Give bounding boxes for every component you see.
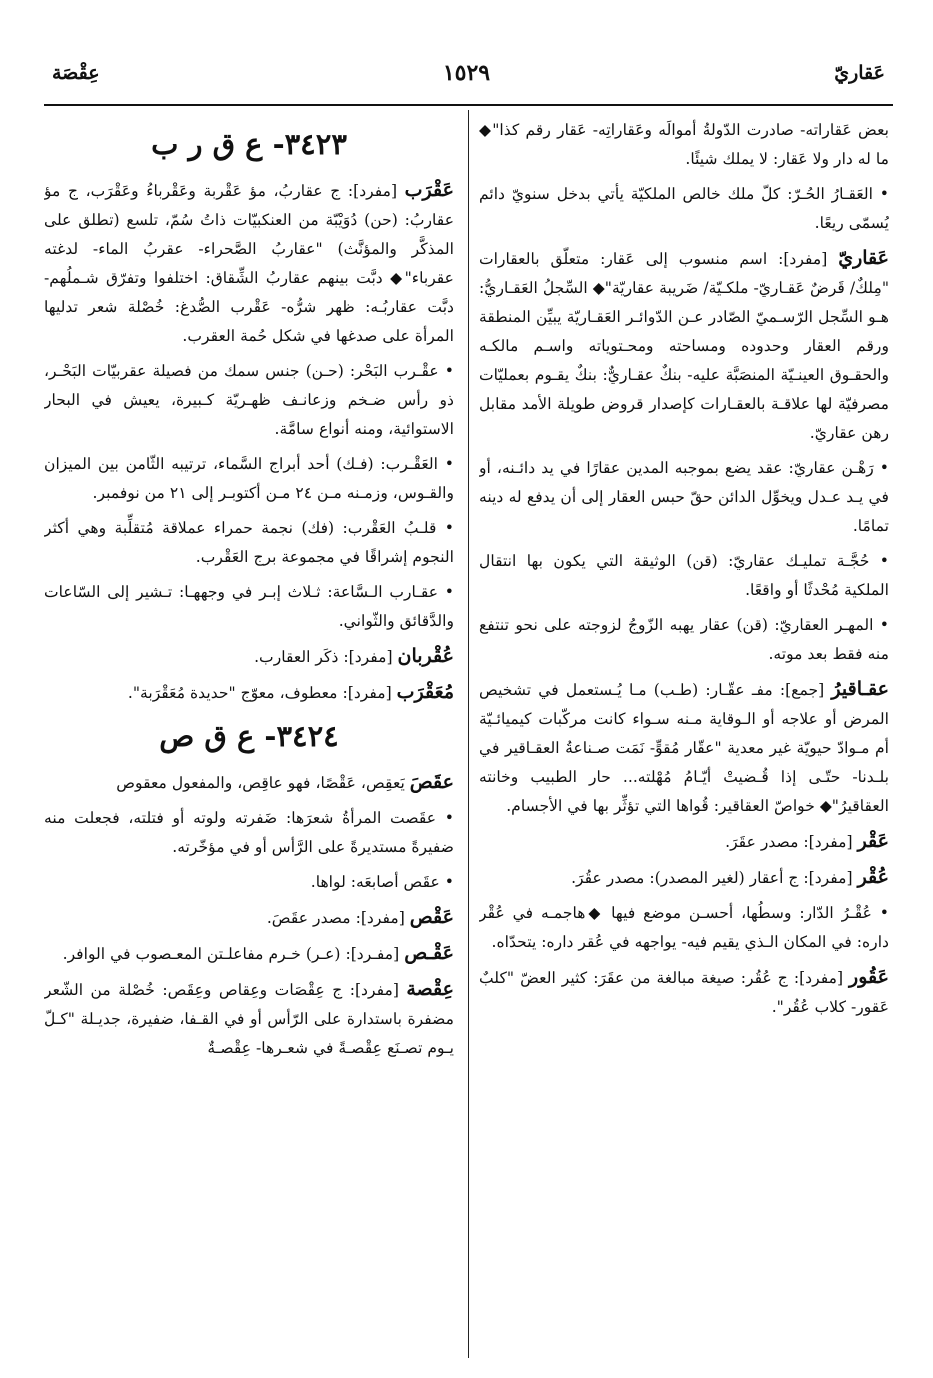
entry-text: [مفرد]: ج عقاربُ، مؤ عَقْربة وعَقْرباءُ وعَقْرَب، ج مؤ عقاربُ: (حن) دُوَيْبّة من العنكبيّات ذاتُ سُمّ، تلسع (تطلق على المذكَّر والمؤنَّث) "عقاربُ الصَّحراء- عقربُ الماء- لدغته عقرباء"◆ دبَّت بينهم عقاربُ الشِّقاق: اختلفوا وتفرّق شـملُهم- دبَّت عقاربُـه: ظهر شرُّه- عَقْرب الصُّدغ: خُصْلة شعر تدليها المرأة على صدغها في شكل حُمة العقرب.	[44, 182, 454, 345]
header-rule	[44, 104, 893, 106]
dictionary-entry	[44, 804, 454, 862]
left-column	[44, 116, 454, 1356]
dictionary-entry	[44, 357, 454, 444]
entry-text: [مفرد]: مصدر عقَصَ.	[266, 909, 410, 927]
entry-text: [مفرد]: ج أعقار (لغير المصدر): مصدر عقُرَ.	[571, 869, 858, 887]
entry-headword: عَقاريّ	[838, 247, 889, 269]
entry-headword: عَقْص	[409, 906, 454, 928]
entry-text: [مفرد]: ذكَر العقارب.	[254, 648, 398, 666]
entry-text: [مفرد]: اسم منسوب إلى عَقار: متعلّق بالعقارات "مِلكٌ/ قَرضٌ عَقـاريّ- ملكـيّة/ ضَريبة عقاريّة"◆ السِّجلُ العَقـاريُّ: هـو السِّجل الرّسـميّ الصّادر عـن الدّوائـر العَقـاريّة يبيِّن المنطقة ورقم العقار وحدوده ومساحته ومحـتوياته واسـم مالكـه والحقـوق العينـيّة المنصَبَّة عليه- بنكٌ عقـاريٌّ: بنكٌ يقـوم بعمليّات مصرفيّة لها علاقـة بالعقـارات كإصدار قروض طويلة الأمد مقابل رهن عقاريّ.	[479, 250, 889, 442]
dictionary-entry	[479, 827, 889, 857]
dictionary-entry	[479, 244, 889, 448]
entry-text: • حُجَّـة تمليـك عقاريّ: (قن) الوثيقة التي يكون بها انتقال الملكية مُحْدثًا أو واقعًا.	[479, 552, 889, 599]
entry-text: [مفـرد]: (عـر) خـرم مفاعلـتن المعـصوب في الوافر.	[62, 945, 405, 963]
entry-text: [جمع]: مفـ عقّـار: (طـب) مـا يُـستعمل في تشخيص المرض أو علاجه أو الـوقاية مـنه سـواء كانت مركّبات كيميائـيّة أم مـوادّ حيويّة غير معدية "عقّار مُقوٍّ- نَمَت صـناعةُ العقـاقير في بلـدنا- حتّـى إذا قُـضيتْ أيّـامُ مُهْلته... حار الطبيب وخانته العقاقيرُ"◆ خواصّ العقاقير: قُواها التي تؤثِّر بها في الأجسام.	[479, 681, 889, 815]
dictionary-entry	[479, 454, 889, 541]
entry-text: • عقْـرب البَحْر: (حـن) جنس سمك من فصيلة عقربيّات البَحْـر، ذو رأس ضـخم وزعانـف ظهـريّة كـبيرة، يعيش في البحار الاستوائية، ومنه أنواع سامَّة.	[44, 362, 454, 438]
entry-text: • رَهْـن عقاريّ: عقد يضع بموجبه المدين عقارًا في يد دائـنه، أو في يـد عـدل ويخوِّل الدائن حقّ حبس العقار إلى أن يدفع له دينه تمامًا.	[479, 459, 889, 535]
entry-headword: مُعَقْرَب	[396, 681, 454, 703]
dictionary-entry	[44, 578, 454, 636]
entry-headword: عُقْربان	[397, 645, 454, 667]
entry-text: • عقَص أصابعَه: لواها.	[310, 873, 454, 891]
entry-text: • المهـر العقاريّ: (قن) عقار يهبه الزّوجُ لزوجته على نحو تنتفع منه فقط بعد موته.	[479, 616, 889, 663]
entry-text: • عقـارب الـسَّاعة: ثـلاث إبـر في وجههـا: تـشير إلى السّاعات والدَّقائق والثّواني.	[44, 583, 454, 630]
dictionary-entry	[44, 678, 454, 708]
dictionary-entry	[44, 903, 454, 933]
dictionary-entry	[44, 514, 454, 572]
entry-headword: عَقْـص	[404, 942, 454, 964]
entry-text: يَعقِص، عَقْصًا، فهو عاقِص، والمفعول معقوص	[116, 774, 410, 792]
page-number: ١٥٢٩	[442, 60, 491, 86]
dictionary-entry	[479, 116, 889, 174]
dictionary-entry	[44, 868, 454, 897]
dictionary-entry	[44, 642, 454, 672]
dictionary-entry	[44, 975, 454, 1063]
entry-headword: عقَصَ	[409, 771, 454, 793]
dictionary-entry	[479, 899, 889, 957]
entry-headword: عَقْر	[857, 830, 889, 852]
dictionary-entry	[479, 180, 889, 238]
entry-headword: عِقْصة	[406, 978, 454, 1000]
dictionary-entry	[479, 675, 889, 821]
entry-text: • عقَصت المرأةُ شعرَها: ضَفرته ولوته أو فتلته، فجعلت منه ضفيرةً مستديرةً على الرَّأس أو في مؤخّرته.	[44, 809, 454, 856]
entry-text: • العَقْـرب: (فـك) أحد أبراج السَّماء، ترتيبه الثّامن بين الميزان والقـوس، وزمـنه مـن ٢٤ مـن أكتوبـر إلى ٢١ من نوفمبر.	[44, 455, 454, 502]
right-column	[479, 116, 889, 1356]
page-header	[40, 58, 893, 98]
dictionary-entry	[479, 963, 889, 1022]
dictionary-entry	[479, 547, 889, 605]
entry-text: بعض عَقاراته- صادرت الدّولةُ أموالَه وعَقاراتِه- عَقار رقم كذا"◆ ما له دار ولا عَقار: لا يملك شيئًا.	[479, 121, 889, 168]
entry-headword: عُقْر	[857, 866, 889, 888]
dictionary-entry	[44, 939, 454, 969]
entry-headword: عَقْرَب	[404, 179, 454, 201]
entry-text: [مفرد]: مصدر عقَرَ.	[725, 833, 858, 851]
entry-text: • عُقْـرُ الدّار: وسطُها، أحسـن موضع فيها ◆هاجمـه في عُقْر داره: في المكان الـذي يقيم فيه- يواجهه في عُقر داره: يتحدّاه.	[479, 904, 889, 951]
dictionary-entry	[44, 450, 454, 508]
entry-headword: عَقُور	[849, 966, 889, 988]
root-heading: ٣٤٢٣- ع ق ر ب	[151, 127, 347, 161]
dictionary-entry	[44, 176, 454, 351]
entry-text: • قلـبُ العَقْرب: (فك) نجمة حمراء عملاقة مُتقلِّبة وهي أكثر النجوم إشراقًا في مجموعة برج العَقْرب.	[44, 519, 454, 566]
dictionary-entry	[479, 863, 889, 893]
dictionary-entry	[479, 611, 889, 669]
root-heading: ٣٤٢٤- ع ق ص	[159, 719, 339, 753]
entry-text: [مفرد]: معطوف، معوّج "حديدة مُعَقْرَبة".	[127, 684, 397, 702]
column-divider	[468, 110, 469, 1358]
dictionary-entry	[44, 768, 454, 798]
entry-headword: عقـاقيرُ	[831, 678, 889, 700]
entry-text: [مفرد]: ج عُقُر: صيغة مبالغة من عقَرَ: كثير العضّ "كلبٌ عَقور- كلاب عُقُر".	[479, 969, 889, 1016]
entry-text: [مفرد]: ج عِقْصَات وعِقاص وعِقَص: خُصْلة من الشّعر مضفرة باستدارة على الرّأس أو في القـفا، ضفيرة، جديـلة "كـلّ يـوم تصـنَع عِقْصـةً في شعـرها- عِقْصـةٌ	[44, 981, 454, 1057]
header-left-guideword: عِقْصَة	[52, 62, 100, 84]
entry-text: • العَقـارُ الحُـرّ: كلّ ملك خالص الملكيّة يأتي بدخل سنويّ دائم يُسمّى ريعًا.	[479, 185, 889, 232]
header-right-guideword: عَقاريّ	[834, 62, 885, 84]
